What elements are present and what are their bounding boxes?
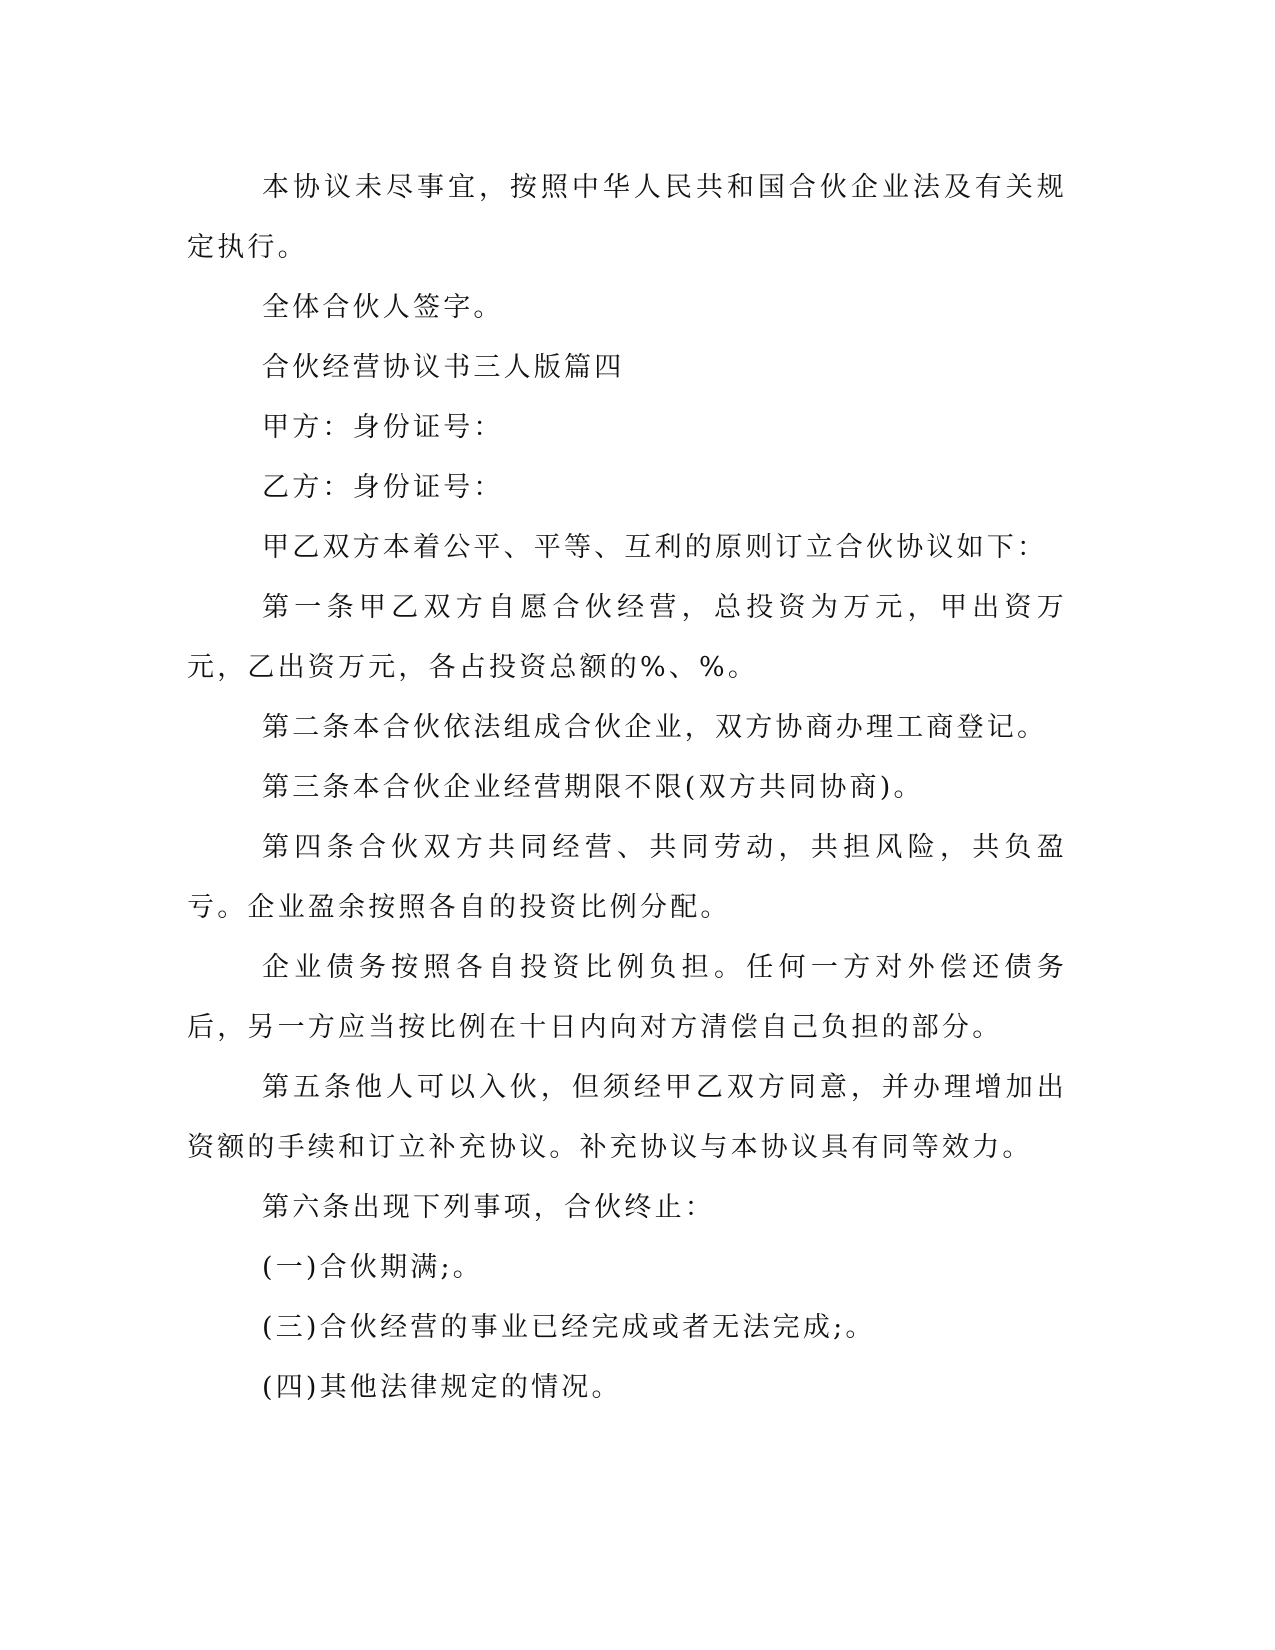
paragraph: 全体合伙人签字。: [262, 292, 504, 323]
list-item: (一)合伙期满;。: [262, 1252, 483, 1283]
paragraph: 乙方：身份证号：: [262, 472, 504, 503]
paragraph: 甲方：身份证号：: [262, 412, 504, 443]
paragraph: 第二条本合伙依法组成合伙企业，双方协商办理工商登记。: [262, 712, 1048, 743]
paragraph: 企业债务按照各自投资比例负担。任何一方对外偿还债务后，另一方应当按比例在十日内向对方清偿自己负担的部分。: [187, 952, 1067, 1043]
list-item: (三)合伙经营的事业已经完成或者无法完成;。: [262, 1312, 876, 1343]
paragraph: 甲乙双方本着公平、平等、互利的原则订立合伙协议如下：: [262, 532, 1048, 563]
paragraph: 第六条出现下列事项，合伙终止：: [262, 1192, 715, 1223]
paragraph: 第三条本合伙企业经营期限不限(双方共同协商)。: [262, 772, 924, 803]
paragraph: 本协议未尽事宜，按照中华人民共和国合伙企业法及有关规定执行。: [187, 172, 1067, 263]
paragraph: 第一条甲乙双方自愿合伙经营，总投资为万元，甲出资万元，乙出资万元，各占投资总额的%、%。: [187, 592, 1067, 683]
document-body: [187, 158, 1067, 1418]
list-item: (四)其他法律规定的情况。: [262, 1372, 622, 1403]
paragraph: 第五条他人可以入伙，但须经甲乙双方同意，并办理增加出资额的手续和订立补充协议。补充协议与本协议具有同等效力。: [187, 1072, 1067, 1163]
paragraph: 第四条合伙双方共同经营、共同劳动，共担风险，共负盈亏。企业盈余按照各自的投资比例分配。: [187, 832, 1067, 923]
section-heading: 合伙经营协议书三人版篇四: [262, 352, 625, 383]
